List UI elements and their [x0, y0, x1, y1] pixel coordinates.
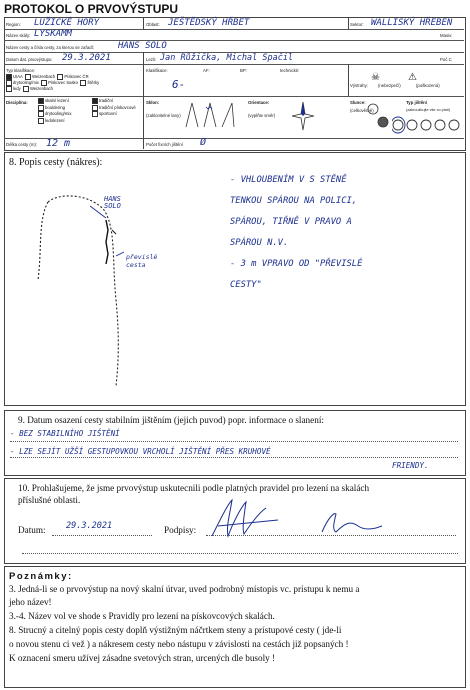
datum-value: 29.3.2021	[62, 53, 111, 63]
style-checkbox[interactable]	[92, 105, 98, 111]
poznamky-heading: Poznámky:	[9, 571, 73, 582]
form-title: PROTOKOL O PRVOVÝSTUPU	[4, 2, 179, 16]
typ-option: UIAA	[13, 74, 23, 80]
disciplina-option: bouldering	[45, 104, 66, 110]
sklon-icons	[182, 99, 242, 129]
poznamka-line: jeho název!	[9, 597, 52, 607]
delka-value: 12 m	[46, 138, 71, 149]
typ-option: ledy	[13, 86, 21, 92]
osazeni-line: - BEZ STABILNÍHO JIŠTĚNÍ	[10, 429, 120, 438]
datum-sign-label: Datum:	[18, 525, 46, 535]
osazeni-line: FRIENDY.	[392, 461, 429, 470]
typ-option: drytooling/mix	[13, 80, 39, 86]
skala-value: LYSKAMM	[34, 29, 72, 39]
slunce-label: Slunce:	[350, 100, 366, 105]
route-sketch	[20, 190, 180, 390]
popis-line: SPÁROU, TIŘNĚ V PRAVO A	[230, 217, 352, 227]
cesta-label: Název cesty a čísla cesty, za kterou se zařadí:	[6, 45, 95, 50]
disciplina-options	[38, 98, 72, 125]
poc-label: Poč.C	[440, 57, 452, 62]
typ-option: Pískovec ČR	[64, 74, 89, 80]
osazeni-line: - LZE SEJÍT UŽŠÍ GESTUPOVKOU VRCHOLÍ JIŠTĚNÍ PŘES KRUHOVÉ	[10, 447, 271, 456]
cesta-value: HANS SOLO	[118, 41, 167, 51]
slunce-text: (celkověrně)	[350, 108, 374, 113]
klasifikace-label: Klasifikace:	[146, 68, 168, 73]
typ-option: Weizenbach	[32, 74, 56, 80]
popis-text	[230, 170, 362, 296]
skull-icon: ☠	[371, 72, 380, 83]
disciplina-checkbox[interactable]	[38, 118, 44, 124]
warning-icon: ⚠	[408, 72, 417, 83]
sektor-value: WALLISKÝ HŘEBEN	[371, 18, 453, 28]
disciplina-checkbox[interactable]	[38, 105, 44, 111]
skala-label: Název skály:	[6, 33, 31, 38]
prohlaseni-text-1: 10. Prohlašujeme, že jsme prvovýstup uskutecnili podle platných pravidel pro lezení na skalách	[18, 483, 370, 493]
typ-checkbox[interactable]	[23, 86, 29, 92]
sun-icons	[365, 100, 391, 130]
lezli-value: Jan Růžička, Michal Spačil	[160, 53, 294, 63]
orientace-label: Orientace:	[248, 100, 270, 105]
typ-checkbox[interactable]	[80, 80, 86, 86]
delka-label: Délka cesty (m):	[6, 142, 38, 147]
sektor-label: Sektor:	[350, 22, 364, 27]
datum-sign-value: 29.3.2021	[66, 521, 113, 531]
lezli-label: Lezli:	[146, 57, 157, 62]
disciplina-checkbox[interactable]	[38, 111, 44, 117]
datum-label: Datum dat. prvovýstupu:	[6, 57, 53, 62]
style-checkbox[interactable]	[92, 98, 98, 104]
typ-option: Štěrky	[87, 80, 100, 86]
disciplina-option: skalní lezení	[45, 98, 69, 104]
poznamka-line: o novou stenu ci vež ) a nákresem cesty nebo nástupu v závislosti na cestách již popsaných !	[9, 639, 349, 649]
compass-icon	[290, 100, 316, 132]
popis-line: SPÁROU N.V.	[230, 238, 289, 248]
poznamka-line: 3. Jedná-li se o prvovýstup na nový skalní útvar, uved podrobný místopis vc. prístupu k nemu a	[9, 584, 360, 594]
popis-line: TENKOU SPÁROU NA POLICI,	[230, 196, 358, 206]
signature-1	[208, 496, 288, 544]
jisteni-text: (zakroužkujte vše co platí)	[406, 108, 451, 112]
popis-line: CESTY"	[230, 280, 262, 290]
style-option: tradiční	[99, 98, 114, 104]
prohlaseni-text-2: příslušné oblasti.	[18, 495, 81, 505]
region-label: Region:	[6, 22, 21, 27]
osazeni-heading: 9. Datum osazení cesty stabilním jištěním (jejich puvod) popr. informace o slanení:	[18, 415, 324, 425]
popis-heading: 8. Popis cesty (nákres):	[9, 157, 103, 168]
sketch-neighbor-label: převislé cesta	[126, 253, 158, 269]
disciplina-label: Disciplína:	[6, 100, 28, 105]
technicke-label: technické:	[280, 68, 300, 73]
vystrahy-label: Výstrahy:	[350, 83, 368, 88]
pocet-value: Ø	[200, 137, 207, 148]
oblast-value: JEŠTĚDSKÝ HŘBET	[168, 18, 250, 28]
sklon-text: (zaklonitelné lany)	[146, 113, 181, 118]
nebezpeci-label: (nebezpečí)	[378, 83, 401, 88]
typ-options	[6, 74, 141, 92]
podpisy-label: Podpisy:	[164, 525, 197, 535]
style-option: tradiční pískovcové	[99, 104, 136, 110]
disciplina-option: drytooling/mix	[45, 111, 72, 117]
style-options	[92, 98, 136, 118]
typ-option: Weizenbach	[30, 86, 53, 92]
pocet-label: Počet fixních jištění	[146, 142, 184, 147]
af-label: AF:	[203, 68, 210, 73]
sketch-route-label: HANS SOLO	[104, 195, 121, 210]
disciplina-option: ledolezení	[45, 118, 65, 124]
poskozena-label: (poškozená)	[416, 83, 440, 88]
popis-line: - VHLOUBENÍM V S STĚNĚ	[230, 175, 347, 185]
bp-label: BP:	[240, 68, 247, 73]
style-option: sportovní	[99, 111, 117, 117]
klasifikace-value: 6-	[172, 78, 186, 91]
popis-line: - 3 m VPRAVO OD "PŘEVISLÉ	[230, 259, 363, 269]
typ-option: Pískovec Sasko	[48, 80, 78, 86]
poznamka-line: 3.-4. Název vol ve shode s Pravidly pro lezení na pískovcových skalách.	[9, 611, 275, 621]
style-checkbox[interactable]	[92, 111, 98, 117]
region-value: LUŽICKÉ HORY	[34, 18, 100, 28]
orientace-text: (vyplňte směr)	[248, 113, 276, 118]
sklon-label: Sklon:	[146, 100, 160, 105]
signature-2	[318, 508, 388, 538]
masiv-label: Masiv:	[440, 33, 453, 38]
jisteni-label: Typ jištění	[406, 100, 427, 105]
poznamka-line: K oznacení smeru užívej zásadne svetových stran, urcených dle busoly !	[9, 653, 276, 663]
poznamka-line: 8. Strucný a citelný popis cesty doplň výstižným náčrtkem steny a prístupové cesty ( jde-li	[9, 625, 342, 635]
typ-label: Typ klasifikace:	[6, 68, 36, 73]
disciplina-checkbox[interactable]	[38, 98, 44, 104]
oblast-label: Oblast:	[146, 22, 160, 27]
protection-icons	[392, 114, 464, 136]
typ-checkbox[interactable]	[6, 86, 12, 92]
